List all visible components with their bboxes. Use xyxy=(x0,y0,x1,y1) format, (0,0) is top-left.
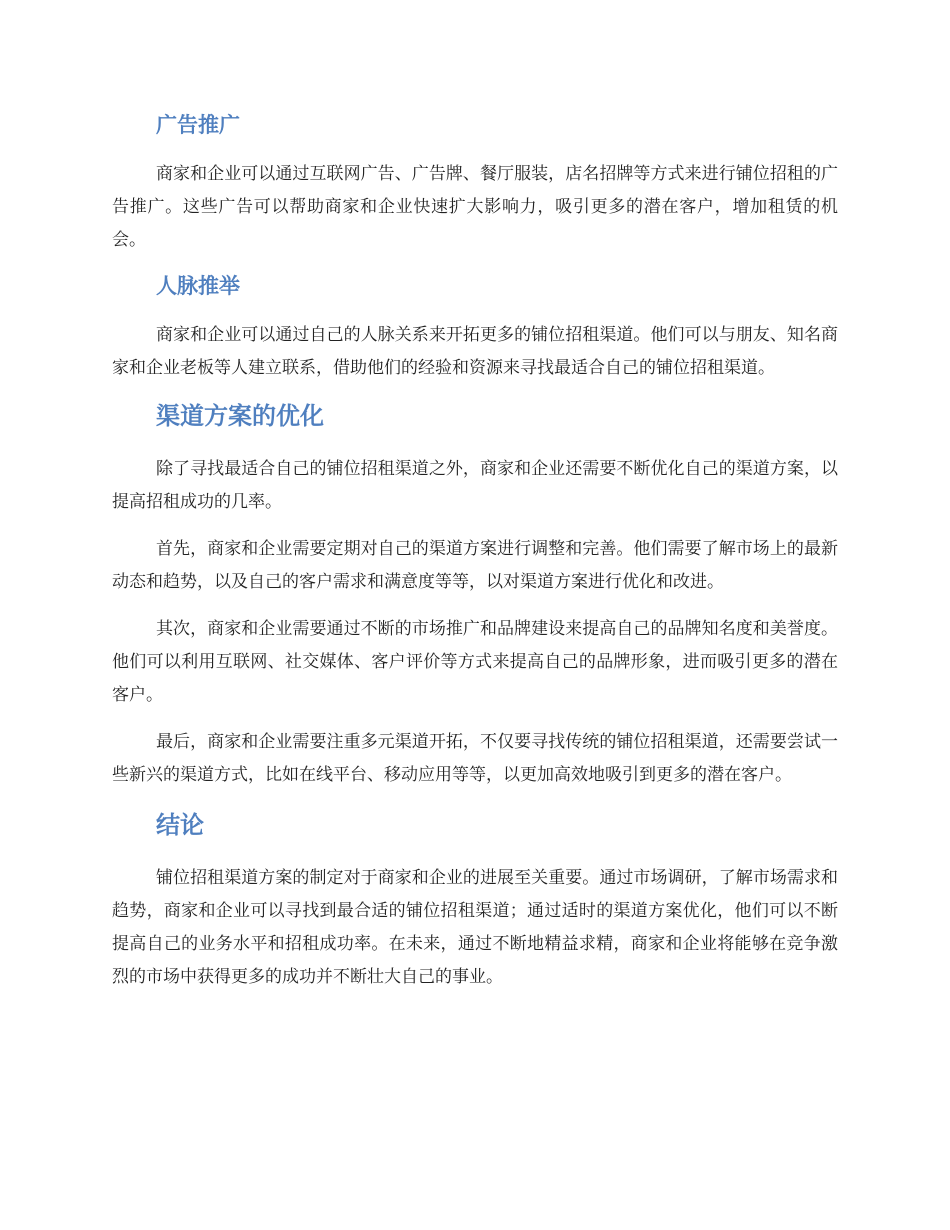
paragraph: 除了寻找最适合自己的铺位招租渠道之外，商家和企业还需要不断优化自己的渠道方案，以提高招租成功的几率。 xyxy=(112,459,838,512)
heading-ads: 广告推广 xyxy=(156,113,240,137)
heading-network: 人脉推举 xyxy=(156,274,240,298)
paragraph: 商家和企业可以通过互联网广告、广告牌、餐厅服装，店名招牌等方式来进行铺位招租的广告推广。这些广告可以帮助商家和企业快速扩大影响力，吸引更多的潜在客户，增加租赁的机会。 xyxy=(112,164,838,250)
paragraph: 铺位招租渠道方案的制定对于商家和企业的进展至关重要。通过市场调研，了解市场需求和趋势，商家和企业可以寻找到最合适的铺位招租渠道；通过适时的渠道方案优化，他们可以不断提高自己的业务水平和招租成功率。在未来，通过不断地精益求精，商家和企业将能够在竞争激烈的市场中获得更多的成功并不断壮大自己的事业。 xyxy=(112,868,838,987)
paragraph: 其次，商家和企业需要通过不断的市场推广和品牌建设来提高自己的品牌知名度和美誉度。他们可以利用互联网、社交媒体、客户评价等方式来提高自己的品牌形象，进而吸引更多的潜在客户。 xyxy=(112,619,838,705)
heading-conclusion: 结论 xyxy=(156,811,204,839)
paragraph: 首先，商家和企业需要定期对自己的渠道方案进行调整和完善。他们需要了解市场上的最新动态和趋势，以及自己的客户需求和满意度等等，以对渠道方案进行优化和改进。 xyxy=(112,539,838,592)
paragraph: 商家和企业可以通过自己的人脉关系来开拓更多的铺位招租渠道。他们可以与朋友、知名商家和企业老板等人建立联系，借助他们的经验和资源来寻找最适合自己的铺位招租渠道。 xyxy=(112,325,838,378)
section-optimization xyxy=(112,397,838,792)
paragraph: 最后，商家和企业需要注重多元渠道开拓，不仅要寻找传统的铺位招租渠道，还需要尝试一些新兴的渠道方式，比如在线平台、移动应用等等，以更加高效地吸引到更多的潜在客户。 xyxy=(112,732,838,785)
section-conclusion xyxy=(112,806,838,994)
heading-optimization: 渠道方案的优化 xyxy=(156,402,324,430)
section-ads xyxy=(112,108,838,257)
section-network xyxy=(112,269,838,385)
